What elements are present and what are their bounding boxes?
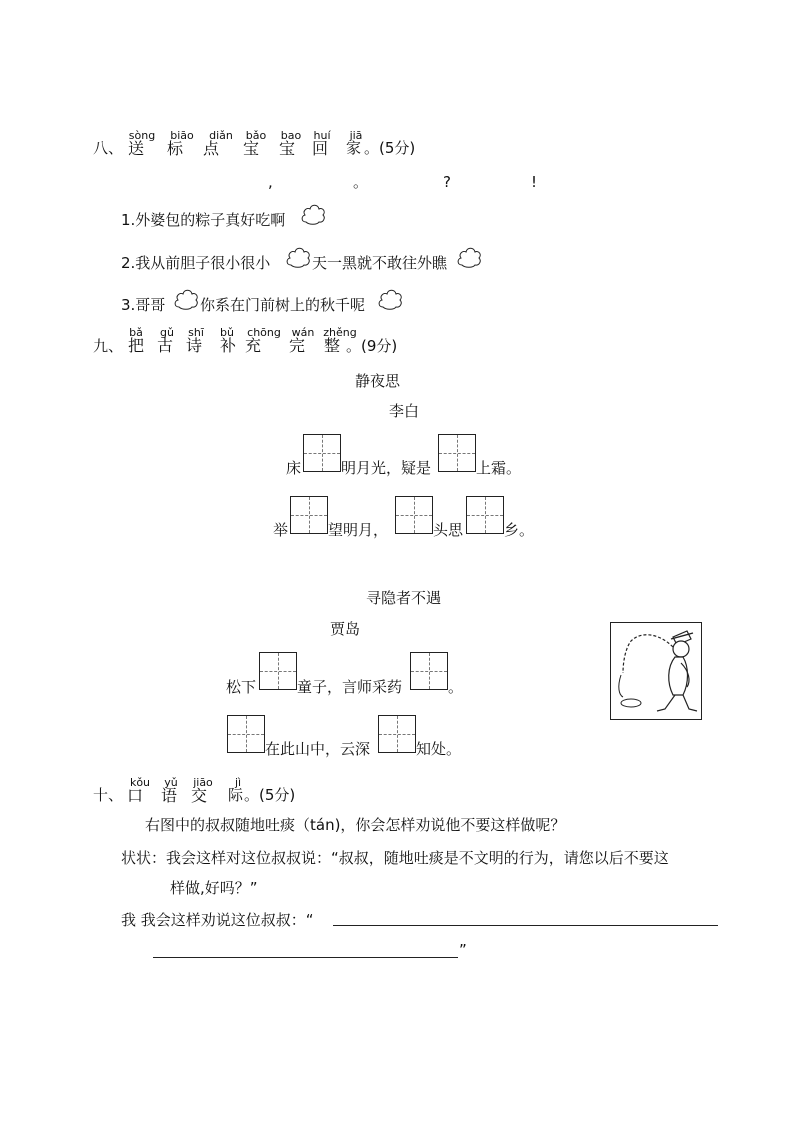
tianzige-answer-box[interactable] xyxy=(410,652,448,690)
title-character: 宝 xyxy=(278,139,296,158)
title-character: 际 xyxy=(228,786,244,804)
spitting-man-illustration xyxy=(610,622,702,720)
section-10-number: 十、 xyxy=(93,786,124,804)
cloud-blank-icon[interactable] xyxy=(284,245,312,269)
title-character: 宝 xyxy=(242,139,260,158)
sentence-1: 1.外婆包的粽子真好吃啊 xyxy=(121,211,286,229)
title-character: 诗 xyxy=(185,336,203,355)
answer-line-2[interactable] xyxy=(153,957,458,958)
tianzige-answer-box[interactable] xyxy=(303,434,341,472)
poem-1-title: 静夜思 xyxy=(355,372,401,390)
pinyin-syllable: kǒu xyxy=(129,776,151,789)
tianzige-answer-box[interactable] xyxy=(290,496,328,534)
section-8-number: 八、 xyxy=(93,139,124,157)
title-character: 充 xyxy=(244,336,262,355)
pinyin-syllable: sòng xyxy=(128,129,156,142)
tianzige-answer-box[interactable] xyxy=(438,434,476,472)
pinyin-syllable: jiāo xyxy=(193,776,213,789)
sentence-2-part-1: 2.我从前胆子很小很小 xyxy=(121,254,271,272)
title-character: 送 xyxy=(127,139,145,158)
pinyin-syllable: biāo xyxy=(170,129,194,142)
score-note: 。(5分) xyxy=(364,139,416,157)
answer-prefix: 我 我会这样劝说这位叔叔：“ xyxy=(121,911,314,929)
poem-text: 童子，言师采药 xyxy=(297,678,403,696)
pinyin-syllable: jiā xyxy=(349,129,363,142)
example-answer-line-2: 样做,好吗？” xyxy=(170,879,258,897)
title-character: 完 xyxy=(288,336,306,355)
poem-text: 松下 xyxy=(226,678,257,696)
tianzige-answer-box[interactable] xyxy=(378,715,416,753)
title-character: 古 xyxy=(156,336,174,355)
punctuation-option: ! xyxy=(531,173,538,191)
title-character: 补 xyxy=(219,336,237,355)
pinyin-syllable: jì xyxy=(234,776,242,789)
title-character: 回 xyxy=(311,139,329,158)
pinyin-syllable: zhěng xyxy=(323,326,357,339)
punctuation-option: , xyxy=(268,173,273,191)
tianzige-answer-box[interactable] xyxy=(259,652,297,690)
title-character: 整 xyxy=(323,336,341,355)
poem-2-author: 贾岛 xyxy=(330,620,361,638)
pinyin-syllable: bǔ xyxy=(220,326,234,339)
poem-text: 举 xyxy=(273,521,289,539)
pinyin-syllable: bǎo xyxy=(245,129,267,142)
sentence-3-part-2: 你系在门前树上的秋千呢 xyxy=(200,296,366,314)
cloud-blank-icon[interactable] xyxy=(376,287,404,311)
section-9-number: 九、 xyxy=(93,337,124,355)
title-character: 口 xyxy=(126,786,144,805)
poem-text: 头思 xyxy=(433,521,464,539)
poem-text: 在此山中，云深 xyxy=(265,740,371,758)
pinyin-syllable: chōng xyxy=(247,326,281,339)
title-character: 语 xyxy=(160,786,178,805)
tianzige-answer-box[interactable] xyxy=(466,496,504,534)
poem-text: 乡。 xyxy=(504,521,535,539)
spitting-man-drawing xyxy=(611,623,701,719)
poem-2-title: 寻隐者不遇 xyxy=(366,589,442,607)
pinyin-syllable: yǔ xyxy=(164,776,178,789)
cloud-blank-icon[interactable] xyxy=(455,245,483,269)
pinyin-syllable: gǔ xyxy=(160,326,174,339)
poem-1-author: 李白 xyxy=(389,402,420,420)
pinyin-syllable: huí xyxy=(313,129,331,142)
poem-text: 。 xyxy=(448,678,464,696)
punctuation-option: ? xyxy=(443,173,451,191)
example-answer-line-1: 状状：我会这样对这位叔叔说：“叔叔，随地吐痰是不文明的行为，请您以后不要这 xyxy=(121,849,669,867)
punctuation-option: 。 xyxy=(353,173,369,191)
title-character: 把 xyxy=(127,336,145,355)
poem-text: 知处。 xyxy=(416,740,462,758)
title-character: 点 xyxy=(202,139,220,158)
poem-text: 上霜。 xyxy=(476,459,522,477)
title-character: 交 xyxy=(190,786,208,805)
title-character: 标 xyxy=(166,139,184,158)
poem-text: 床 xyxy=(286,459,302,477)
tianzige-answer-box[interactable] xyxy=(395,496,433,534)
cloud-blank-icon[interactable] xyxy=(172,287,200,311)
score-note: 。(5分) xyxy=(244,786,296,804)
pinyin-syllable: wán xyxy=(291,326,315,339)
sentence-3-part-1: 3.哥哥 xyxy=(121,296,166,314)
sentence-2-part-2: 天一黑就不敢往外瞧 xyxy=(312,254,448,272)
pinyin-syllable: bǎ xyxy=(129,326,143,339)
pinyin-syllable: bao xyxy=(280,129,302,142)
tianzige-answer-box[interactable] xyxy=(227,715,265,753)
score-note: 。(9分) xyxy=(346,337,398,355)
pinyin-syllable: diǎn xyxy=(209,129,233,142)
pinyin-syllable: shī xyxy=(188,326,204,339)
poem-text: 明月光，疑是 xyxy=(341,459,432,477)
question-prompt: 右图中的叔叔随地吐痰（tán)，你会怎样劝说他不要这样做呢？ xyxy=(145,816,566,834)
title-character: 家 xyxy=(346,139,362,157)
answer-line-1[interactable] xyxy=(333,925,718,926)
cloud-blank-icon[interactable] xyxy=(299,202,327,226)
answer-close-quote: ” xyxy=(459,941,467,959)
poem-text: 望明月， xyxy=(328,521,389,539)
